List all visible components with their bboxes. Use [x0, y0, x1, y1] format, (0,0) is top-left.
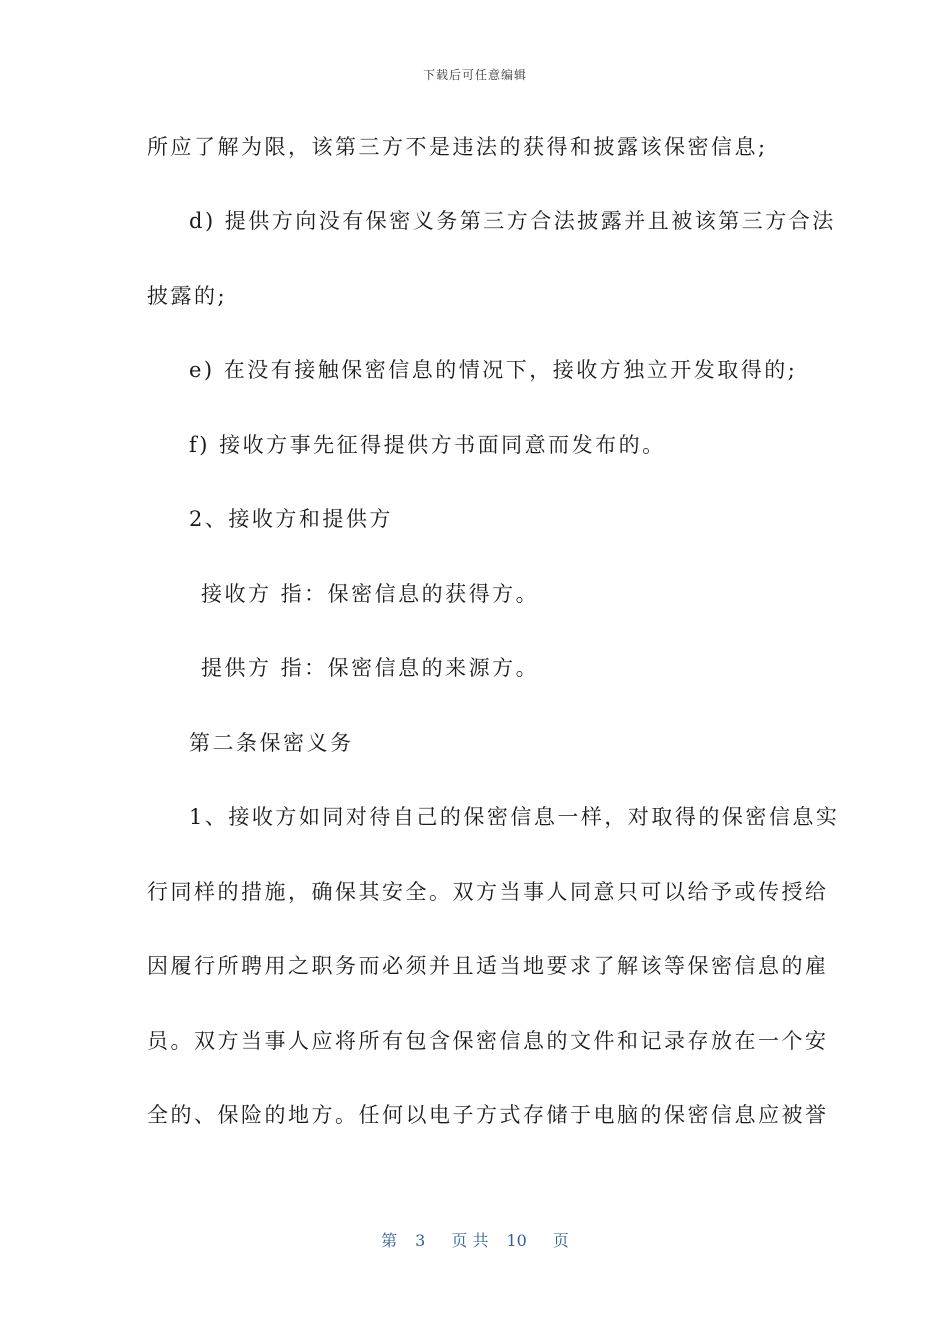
footer-page-word: 页 共 [451, 1231, 489, 1250]
body-line: 行同样的措施，确保其安全。双方当事人同意只可以给予或传授给 [147, 880, 829, 904]
footer-total-pages: 10 [506, 1231, 527, 1250]
body-line: 因履行所聘用之职务而必须并且适当地要求了解该等保密信息的雇 [147, 954, 829, 978]
footer-current-page: 3 [415, 1231, 426, 1250]
body-line: d) 提供方向没有保密义务第三方合法披露并且被该第三方合法 [189, 209, 836, 233]
page-footer [0, 1228, 950, 1251]
body-line: 披露的; [147, 284, 228, 308]
body-line: 员。双方当事人应将所有包含保密信息的文件和记录存放在一个安 [147, 1029, 829, 1053]
body-line: 1、接收方如同对待自己的保密信息一样，对取得的保密信息实 [189, 805, 840, 829]
definition-line: 提供方 指：保密信息的来源方。 [201, 656, 540, 680]
article-heading: 第二条保密义务 [189, 731, 354, 755]
body-line: f) 接收方事先征得提供方书面同意而发布的。 [189, 433, 666, 457]
footer-pages-word: 页 [552, 1231, 569, 1250]
definition-line: 接收方 指：保密信息的获得方。 [201, 582, 540, 606]
body-line: 全的、保险的地方。任何以电子方式存储于电脑的保密信息应被誉 [147, 1103, 829, 1127]
footer-page-label: 第 [381, 1231, 398, 1250]
body-line: 所应了解为限，该第三方不是违法的获得和披露该保密信息; [147, 135, 768, 159]
page-header: 下载后可任意编辑 [422, 68, 527, 82]
section-heading: 2、接收方和提供方 [189, 507, 393, 531]
body-line: e) 在没有接触保密信息的情况下，接收方独立开发取得的; [189, 358, 798, 382]
